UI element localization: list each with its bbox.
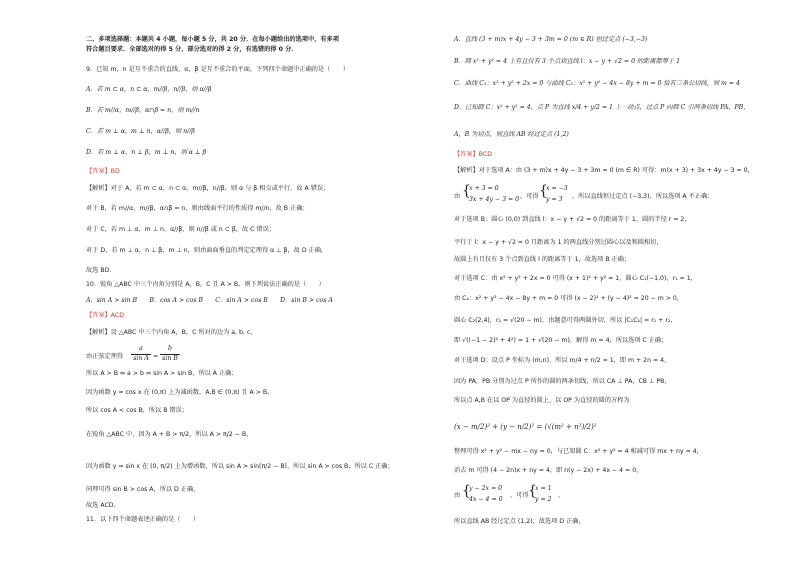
q11-option-b: B．圆 x² + y² = 4 上有且仅有 3 个点到直线 l：x − y + √2 = 0 的距离都等于 1	[454, 58, 681, 65]
q11-system-1-solution-brace: {	[539, 183, 548, 199]
section-header-line-1: 二、多项选择题：本题共 4 小题，每小题 5 分，共 20 分．在每小题给出的选项中，有多项	[86, 36, 339, 43]
q9-explanation-line: 故选 BD．	[86, 267, 116, 274]
q9-explanation-line: 对于 C，若 m ⊥ α，m ⊥ n，α//β，则 n//β 或 n ⊂ β，故 C 错误；	[86, 226, 275, 233]
q11-option-d-line-2: A，B 为切点，则直线 AB 经过定点 (1,2)	[454, 131, 569, 138]
q9-option-c: C．若 m ⊥ α，m ⊥ n，α//β，则 n//β	[86, 128, 195, 135]
q11-circle-equation: (x − m/2)² + (y − n/2)² = (√(m² + n²)/2)²	[454, 423, 597, 431]
q11-option-c: C．曲线 C₁：x² + y² + 2x = 0 与曲线 C₂：x² + y² − 4x − 8y + m = 0 恰有三条公切线，则 m = 4	[454, 80, 740, 87]
q11-system-1-mid: ，可得	[520, 193, 539, 200]
q11-explanation-line: 【解析】对于选项 A：由 (3 + m)x + 4y − 3 + 3m = 0 (m ∈ R) 可得：m(x + 3) + 3x + 4y − 3 = 0，	[454, 167, 754, 174]
q9-option-b: B．若 m//α，m//β，α∩β = n，则 m//n	[86, 107, 200, 114]
q10-explanation-line: 所以 A > B ⇔ a > b ⇔ sin A > sin B，所以 A 正确；	[86, 370, 238, 377]
q10-fraction-a: a sin A	[131, 345, 151, 363]
q11-explanation-line: 所以点 A,B 在以 OP 为直径的圆上，以 OP 为直径的圆的方程为	[454, 397, 630, 404]
q11-explanation-line: 由 C₂：x² + y² − 4x − 8y + m = 0 可得 (x − 2)² + (y − 4)² = 20 − m > 0，	[454, 295, 684, 302]
q9-stem: 9．已知 m，n 是互不重合的直线，α，β 是互不重合的平面，下列四个命题中正确的是（ ）	[86, 66, 349, 73]
q11-system-2-solution: x = 1	[535, 485, 552, 492]
q10-explanation-line: 故选 ACD．	[86, 502, 120, 509]
q9-option-a: A．若 m ⊂ α，n ⊂ α，m//β，n//β，则 α//β	[86, 86, 212, 93]
q11-system-2-prefix: 由	[454, 492, 461, 499]
q10-explanation-line: 因为函数 y = cos x 在 (0,π) 上为减函数，A,B ∈ (0,π) 且 A > B，	[86, 389, 274, 396]
q10-stem: 10．锐角 △ABC 中三个内角分别是 A，B，C 且 A > B，则下列说法正确的是（ ）	[86, 281, 325, 288]
q11-system-1-suffix: ，所以直线恒过定点 (−3,3)，所以选项 A 不正确；	[572, 193, 714, 200]
q11-explanation-line: 因为 PA，PB 分别为过点 P 所作的圆的两条切线，所以 CA ⊥ PA，CB ⊥ PB，	[454, 378, 671, 385]
q11-system-2-solution-brace: {	[528, 483, 537, 499]
q11-explanation-line: 对于选项 D：设点 P 坐标为 (m,n)，所以 m/4 + n/2 = 1，即 m + 2n = 4，	[454, 357, 671, 364]
q10-explanation-line: 因为函数 y = sin x 在 (0, π/2) 上为增函数，所以 sin A > sin(π/2 − B)，所以 sin A > cos B，所以 C 正确；	[86, 463, 394, 470]
q11-explanation-line: 消去 m 可得 (4 − 2n)x + ny = 4，即 n(y − 2x) + 4x − 4 = 0，	[454, 467, 643, 474]
q11-explanation-line: 平行于 l：x − y + √2 = 0 且距离为 1 的两直线分别过圆心以及和圆相切，	[454, 239, 663, 246]
q11-system-2-solution: y = 2	[535, 496, 552, 503]
q11-explanation-line: 对于选项 B：圆心 (0,0) 到直线 l：x − y + √2 = 0 的距离等于 1，圆的半径 r = 2，	[454, 216, 691, 223]
q10-explanation-line: 【解析】设 △ABC 中三个内角 A，B，C 所对的边为 a, b, c，	[86, 329, 257, 336]
q9-answer: 【答案】BD	[86, 168, 120, 175]
q9-option-d: D．若 m ⊥ α，n ⊥ β，m ⊥ n，则 α ⊥ β	[86, 149, 207, 156]
q11-explanation-line: 故圆上有且仅有 3 个点到直线 l 的距离等于 1，故选项 B 正确；	[454, 256, 631, 263]
q10-sine-law-prefix: 由正弦定理得	[86, 353, 124, 360]
q11-system-2-mid: ，可得	[510, 492, 529, 499]
q9-explanation-line: 对于 D，若 m ⊥ α，n ⊥ β，m ⊥ n，则由面面垂直的判定定理得 α ⊥ β，故 D 正确，	[86, 247, 328, 254]
q11-system-1-row: 3x + 4y − 3 = 0	[469, 196, 520, 203]
q10-explanation-line: 同理可得 sin B > cos A，所以 D 正确，	[86, 486, 200, 493]
q11-explanation-line: 对于选项 C：由 x² + y² + 2x = 0 可得 (x + 1)² + y² = 1，圆心 C₁(−1,0)，r₁ = 1，	[454, 275, 697, 282]
q11-explanation-line: 圆心 C₂(2,4)，r₂ = √(20 − m)，由题意可得两圆外切，所以 |C₁C₂| = r₁ + r₂，	[454, 317, 677, 324]
q11-system-2-brace: {	[462, 483, 471, 499]
q11-system-1-brace: {	[462, 183, 471, 199]
section-header-line-2: 符合题目要求．全部选对的得 5 分，部分选对的得 2 分，有选错的得 0 分．	[86, 46, 298, 53]
q11-system-1-row: x + 3 = 0	[469, 185, 499, 192]
q11-system-2-suffix: ，	[558, 492, 565, 499]
q11-system-2-row: y − 2x = 0	[469, 485, 503, 492]
q9-explanation-line: 对于 B，若 m//α，m//β，α∩β = n，则由线面平行的性质得 m//n，故 B 正确；	[86, 205, 309, 212]
q11-explanation-line: 整理可得 x² + y² − mx − ny = 0，与已知圆 C：x² + y² = 4 相减可得 mx + ny = 4，	[454, 448, 703, 455]
q11-system-1-solution: y = 3	[546, 196, 563, 203]
q10-options: A．sin A > sin B B．cos A > cos B C．sin A > cos B D．sin B > cos A	[86, 297, 333, 304]
q10-explanation-line: 在锐角 △ABC 中，因为 A + B > π/2，所以 A > π/2 − B，	[86, 431, 253, 438]
q10-explanation-line: 所以 cos A < cos B，所以 B 错误；	[86, 407, 188, 414]
q11-stem: 11．以下四个命题表述正确的是（ ）	[86, 516, 200, 523]
q10-answer: 【答案】ACD	[86, 312, 124, 319]
q11-explanation-line: 即 √((−1 − 2)² + 4²) = 1 + √(20 − m)，解得 m = 4，所以选项 C 正确；	[454, 337, 668, 344]
q11-answer: 【答案】BCD	[454, 151, 492, 158]
q11-system-1-prefix: 由	[454, 193, 461, 200]
q10-fraction-b: b sin B	[160, 345, 180, 363]
q11-explanation-line: 所以直线 AB 经过定点 (1,2)，故选项 D 正确，	[454, 518, 585, 525]
q11-option-d-line-1: D．已知圆 C：x² + y² = 4，点 P 为直线 x/4 + y/2 = 1 上一动点，过点 P 向圆 C 引两条切线 PA，PB，	[454, 104, 750, 111]
q10-fraction-equals: =	[153, 353, 159, 360]
q11-option-a: A．直线 (3 + m)x + 4y − 3 + 3m = 0 (m ∈ R) 恒过定点 (−3,−3)	[454, 36, 648, 43]
q11-system-1-solution: x = −3	[546, 185, 568, 192]
q11-system-2-row: 4x − 4 = 0	[469, 496, 503, 503]
q9-explanation-line: 【解析】对于 A，若 m ⊂ α，n ⊂ α，m//β，n//β，则 α 与 β 相交或平行，故 A 错误；	[86, 185, 330, 192]
